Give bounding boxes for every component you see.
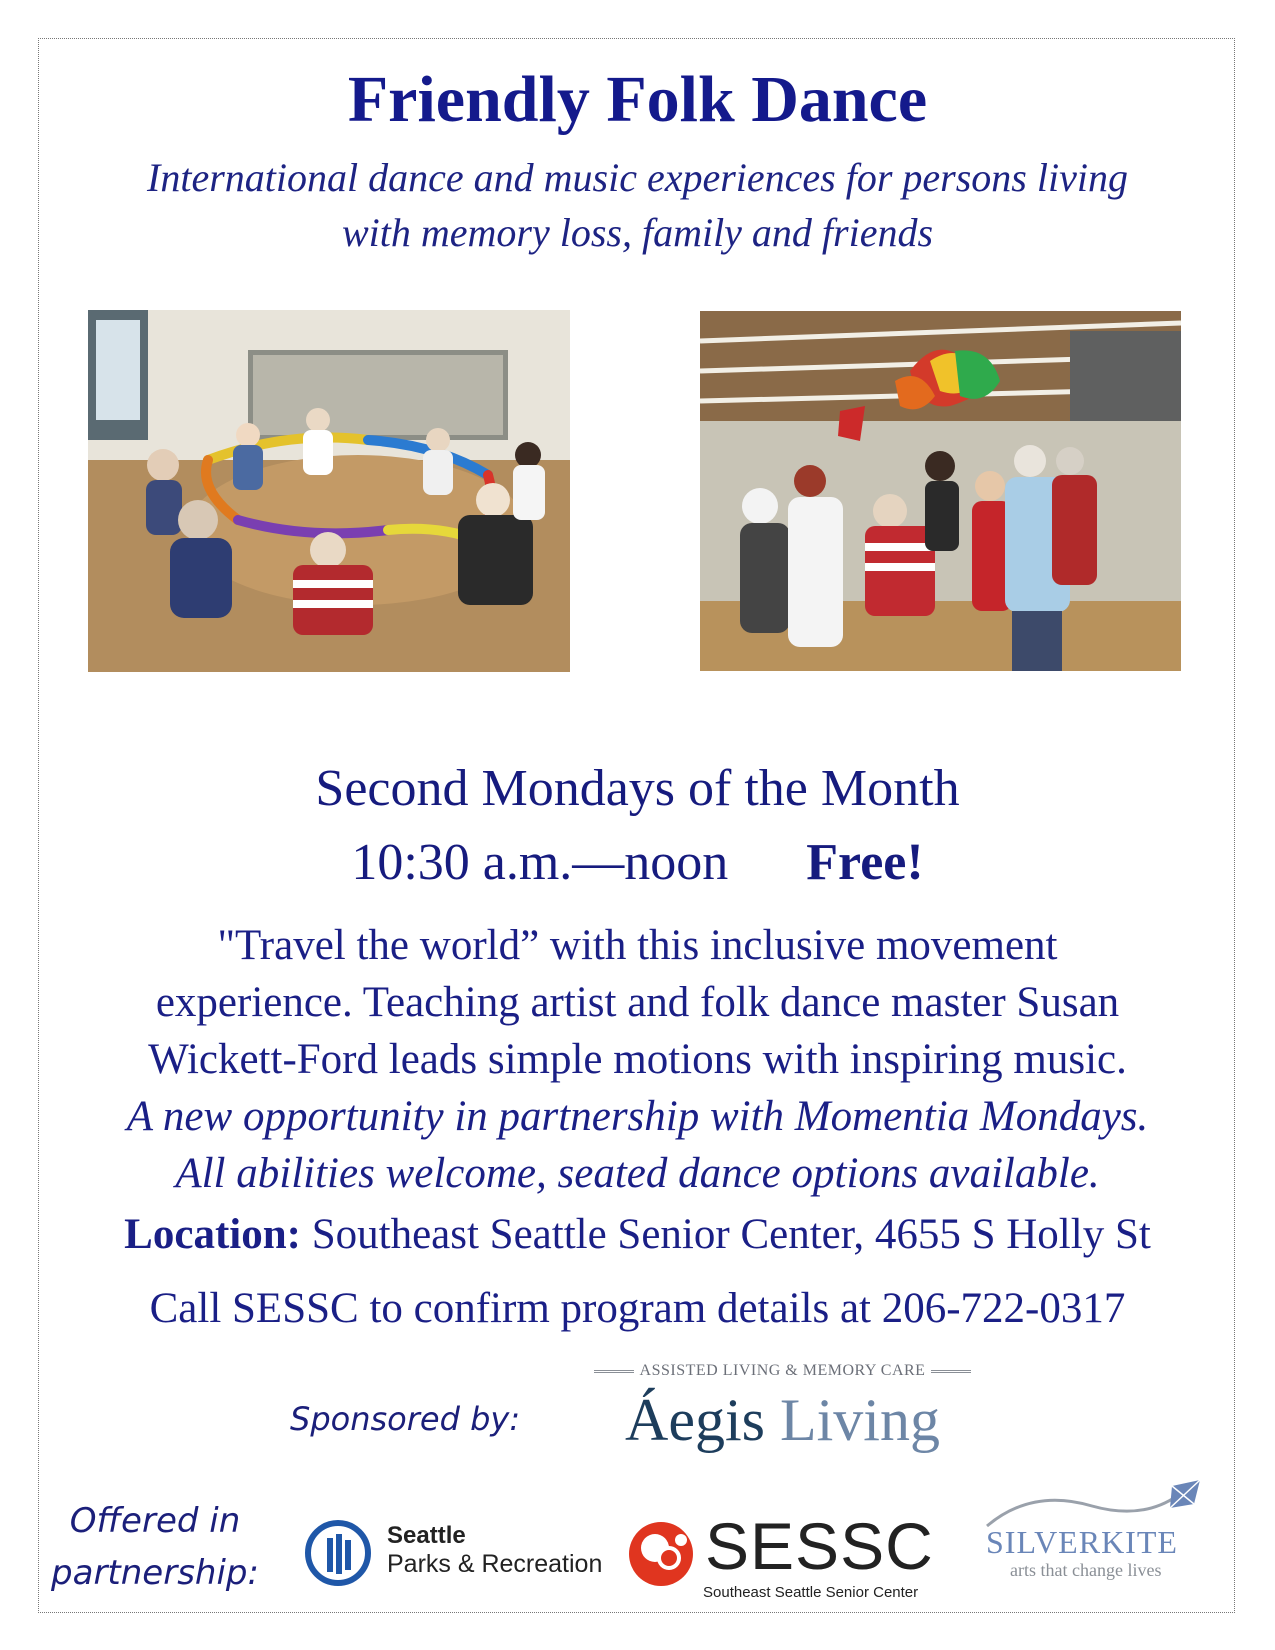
aegis-living-logo <box>585 1362 980 1472</box>
partnership-label-line-2: partnership: <box>51 1553 259 1593</box>
aegis-name-part2: Living <box>779 1387 940 1453</box>
description <box>40 917 1235 1202</box>
photo-scarf-dance <box>700 311 1181 671</box>
silverkite-tagline: arts that change lives <box>1010 1560 1162 1580</box>
description-line-2: experience. Teaching artist and folk dance master Susan <box>155 979 1120 1026</box>
parks-name: Seattle <box>387 1522 466 1549</box>
sessc-name: SESSC <box>705 1509 934 1583</box>
schedule-time-row <box>0 826 1275 900</box>
partnership-label <box>40 1495 270 1599</box>
aegis-name-part1: Áegis <box>625 1387 765 1453</box>
sessc-logo <box>625 1509 945 1604</box>
schedule <box>0 752 1275 900</box>
aegis-tagline: ASSISTED LIVING & MEMORY CARE <box>639 1362 926 1379</box>
subtitle <box>0 150 1275 260</box>
price-badge: Free! <box>806 834 924 891</box>
silverkite-name: SILVERKITE <box>986 1524 1178 1560</box>
page-title: Friendly Folk Dance <box>347 63 928 136</box>
location <box>0 1210 1275 1259</box>
location-label: Location: <box>124 1211 301 1258</box>
call-info: Call SESSC to confirm program details at 206-722-0317 <box>149 1285 1126 1332</box>
description-line-4: A new opportunity in partnership with Momentia Mondays. <box>126 1093 1149 1140</box>
description-line-3: Wickett-Ford leads simple motions with inspiring music. <box>148 1036 1127 1083</box>
subtitle-line-2: with memory loss, family and friends <box>341 210 934 255</box>
subtitle-line-1: International dance and music experiences for persons living <box>147 155 1128 200</box>
description-line-1: "Travel the world” with this inclusive movement <box>217 922 1058 969</box>
description-line-5: All abilities welcome, seated dance options available. <box>175 1150 1100 1197</box>
location-value: Southeast Seattle Senior Center, 4655 S Holly St <box>311 1211 1151 1258</box>
seattle-parks-logo <box>305 1516 615 1592</box>
parks-subname: Parks & Recreation <box>387 1550 603 1578</box>
sessc-fullname: Southeast Seattle Senior Center <box>703 1584 919 1601</box>
photo-seated-circle <box>88 310 570 672</box>
schedule-frequency: Second Mondays of the Month <box>315 760 960 817</box>
sponsored-label: Sponsored by: <box>290 1400 521 1438</box>
sessc-people-icon <box>625 1518 697 1590</box>
partnership-label-line-1: Offered in <box>69 1501 241 1541</box>
schedule-time: 10:30 a.m.—noon <box>351 834 729 891</box>
silverkite-logo <box>972 1478 1217 1578</box>
seattle-seal-icon <box>305 1520 371 1586</box>
